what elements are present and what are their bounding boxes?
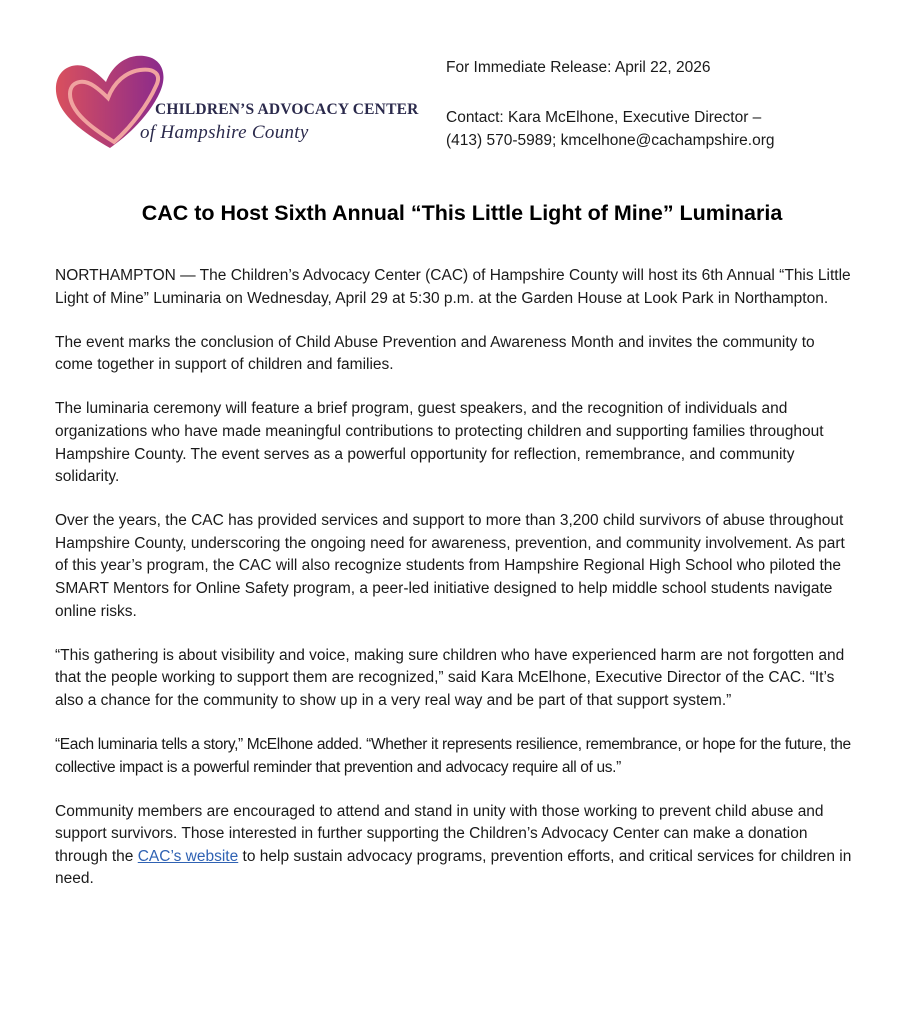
headline: CAC to Host Sixth Annual “This Little Light of Mine” Luminaria: [141, 201, 783, 225]
contact-phone-email: (413) 570-5989; kmcelhone@cachampshire.org: [446, 132, 775, 149]
article-body: [55, 265, 855, 913]
logo-subtitle: of Hampshire County: [140, 122, 309, 143]
paragraph-event: The event marks the conclusion of Child Abuse Prevention and Awareness Month and invites the community to come together in support of children and families.: [55, 333, 815, 374]
closing-text-after: to help sustain advocacy programs, prevention efforts, and critical services for children in need.: [55, 847, 852, 888]
paragraph-ceremony: The luminaria ceremony will feature a brief program, guest speakers, and the recognition of individuals and organizations who have made meaningful contributions to protecting children and supporting families throughout Hampshire County. The event serves as a powerful opportunity for reflection, remembrance, and community solidarity.: [55, 400, 824, 486]
paragraph-quote: “This gathering is about visibility and voice, making sure children who have experienced harm are not forgotten and that the people working to support them are recognized,” said Kara McElhone, Executive Director of the CAC. “It’s also a chance for the community to show up in a very real way and be part of that support system.”: [55, 646, 845, 709]
paragraph-quote-2: “Each luminaria tells a story,” McElhone added. “Whether it represents resilience, remembrance, or hope for the future, the collective impact is a powerful reminder that prevention and advocacy require all of us.”: [55, 736, 851, 776]
paragraph-closing: [55, 801, 855, 891]
cac-logo: [52, 52, 432, 152]
contact-info: [446, 106, 775, 152]
paragraph-history: Over the years, the CAC has provided services and support to more than 3,200 child survivors of abuse throughout Hampshire County, underscoring the ongoing need for awareness, prevention, and community involvement. As part of this year’s program, the CAC will also recognize students from Hampshire Regional High School who piloted the SMART Mentors for Online Safety program, a peer-led initiative designed to help middle school students navigate online risks.: [55, 512, 845, 620]
cac-website-link[interactable]: CAC’s website: [137, 847, 239, 865]
logo-title: CHILDREN’S ADVOCACY CENTER: [155, 101, 419, 118]
closing-text-before: Community members are encouraged to attend and stand in unity with those working to prevent child abuse and support survivors. Those interested in further supporting the Children’s Advocacy Center can make a donation through the: [55, 802, 824, 865]
release-date: For Immediate Release: April 22, 2026: [446, 59, 711, 76]
contact-name: Contact: Kara McElhone, Executive Director –: [446, 109, 762, 126]
paragraph-intro: NORTHAMPTON — The Children’s Advocacy Center (CAC) of Hampshire County will host its 6th Annual “This Little Light of Mine” Luminaria on Wednesday, April 29 at 5:30 p.m. at the Garden House at Look Park in Northampton.: [55, 267, 851, 307]
